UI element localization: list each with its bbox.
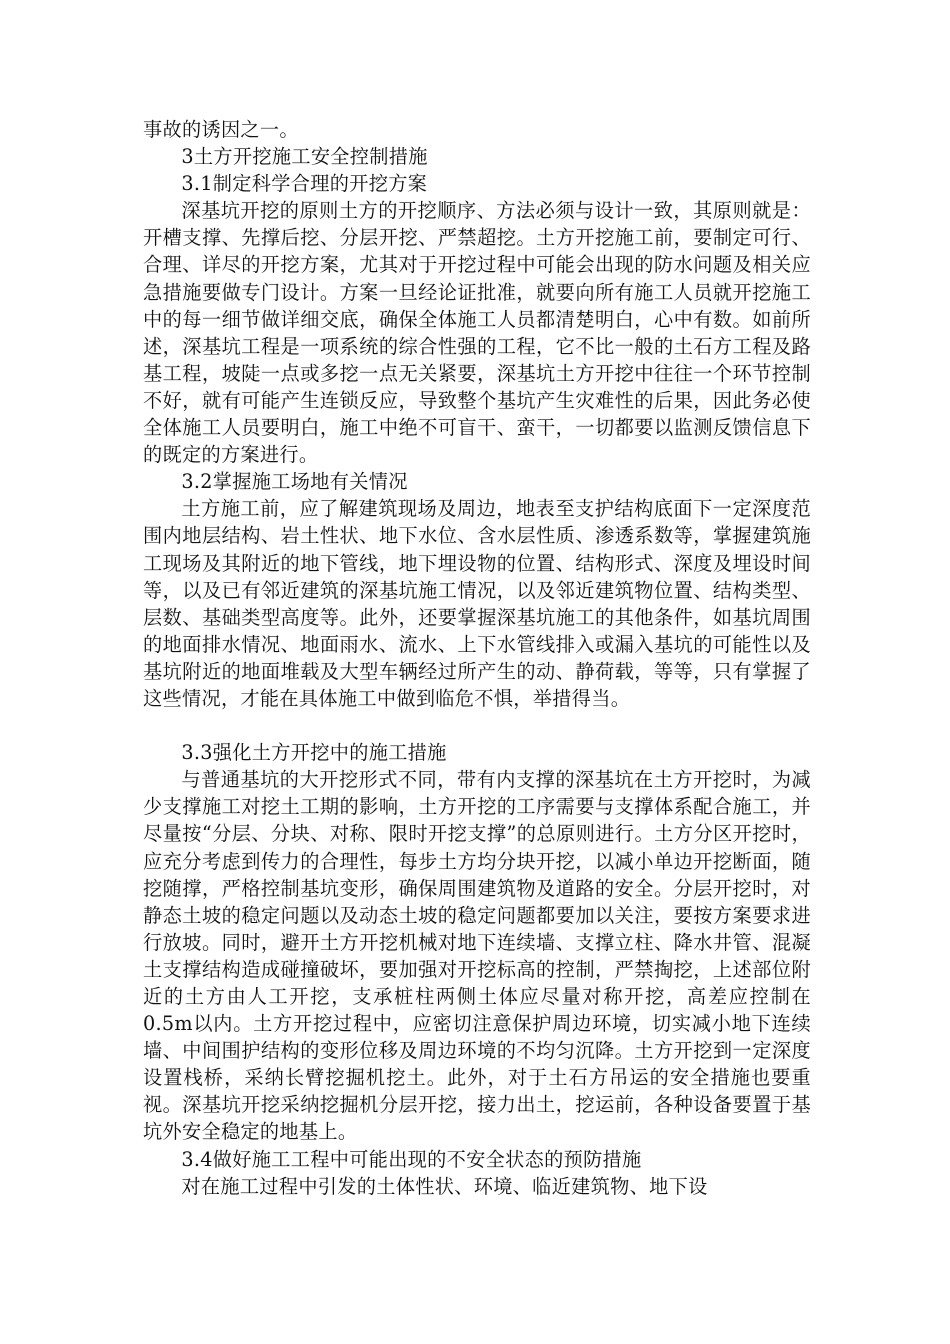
paragraph-continuation: 事故的诱因之一。 (143, 118, 299, 141)
paragraph-construction-measures: 与普通基坑的大开挖形式不同，带有内支撑的深基坑在土方开挖时，为减少支撑施工对挖土工期的影响，土方开挖的工序需要与支撑体系配合施工，并尽量按“分层、分块、对称、限时开挖支撑”的总原则进行。土方分区开挖时，应充分考虑到传力的合理性，每步土方均分块开挖，以减小单边开挖断面，随挖随撑，严格控制基坑变形，确保周围建筑物及道路的安全。分层开挖时，对静态土坡的稳定问题以及动态土坡的稳定问题都要加以关注，要按方案要求进行放坡。同时，避开土方开挖机械对地下连续墙、支撑立柱、降水井管、混凝土支撑结构造成碰撞破坏，要加强对开挖标高的控制，严禁掏挖，上述部位附近的土方由人工开挖，支承桩柱两侧土体应尽量对称开挖，高差应控制在0.5m以内。土方开挖过程中，应密切注意保护周边环境，切实减小地下连续墙、中间围护结构的变形位移及周边环境的不均匀沉降。土方开挖到一定深度设置栈桥，采纳长臂挖掘机挖土。此外，对于土石方吊运的安全措施也要重视。深基坑开挖采纳挖掘机分层开挖，接力出土，挖运前，各种设备要置于基坑外安全稳定的地基上。 (143, 768, 811, 1144)
paragraph-site-conditions: 土方施工前，应了解建筑现场及周边，地表至支护结构底面下一定深度范围内地层结构、岩土性状、地下水位、含水层性质、渗透系数等，掌握建筑施工现场及其附近的地下管线，地下埋设物的位置、结构形式、深度及埋设时间等，以及已有邻近建筑的深基坑施工情况，以及邻近建筑物位置、结构类型、层数、基础类型高度等。此外，还要掌握深基坑施工的其他条件，如基坑周围的地面排水情况、地面雨水、流水、上下水管线排入或漏入基坑的可能性以及基坑附近的地面堆载及大型车辆经过所产生的动、静荷载，等等，只有掌握了这些情况，才能在具体施工中做到临危不惧，举措得当。 (143, 497, 811, 710)
paragraph-spacer (143, 712, 811, 739)
subsection-heading-3-3: 3.3强化土方开挖中的施工措施 (181, 741, 447, 765)
subsection-heading-3-1: 3.1制定科学合理的开挖方案 (181, 172, 428, 196)
section-heading-3: 3土方开挖施工安全控制措施 (181, 145, 428, 169)
document-body (143, 116, 811, 1200)
subsection-heading-3-4: 3.4做好施工工程中可能出现的不安全状态的预防措施 (181, 1147, 642, 1171)
subsection-heading-3-2: 3.2掌握施工场地有关情况 (181, 470, 408, 494)
paragraph-excavation-plan: 深基坑开挖的原则土方的开挖顺序、方法必须与设计一致，其原则就是：开槽支撑、先撑后挖、分层开挖、严禁超挖。土方开挖施工前，要制定可行、合理、详尽的开挖方案，尤其对于开挖过程中可能会出现的防水问题及相关应急措施要做专门设计。方案一旦经论证批准，就要向所有施工人员就开挖施工中的每一细节做详细交底，确保全体施工人员都清楚明白，心中有数。如前所述，深基坑工程是一项系统的综合性强的工程，它不比一般的土石方工程及路基工程，坡陡一点或多挖一点无关紧要，深基坑土方开挖中往往一个环节控制不好，就有可能产生连锁反应，导致整个基坑产生灾难性的后果，因此务必使全体施工人员要明白，施工中绝不可盲干、蛮干，一切都要以监测反馈信息下的既定的方案进行。 (143, 199, 811, 467)
paragraph-preventive-measures: 对在施工过程中引发的土体性状、环境、临近建筑物、地下设 (181, 1174, 708, 1198)
